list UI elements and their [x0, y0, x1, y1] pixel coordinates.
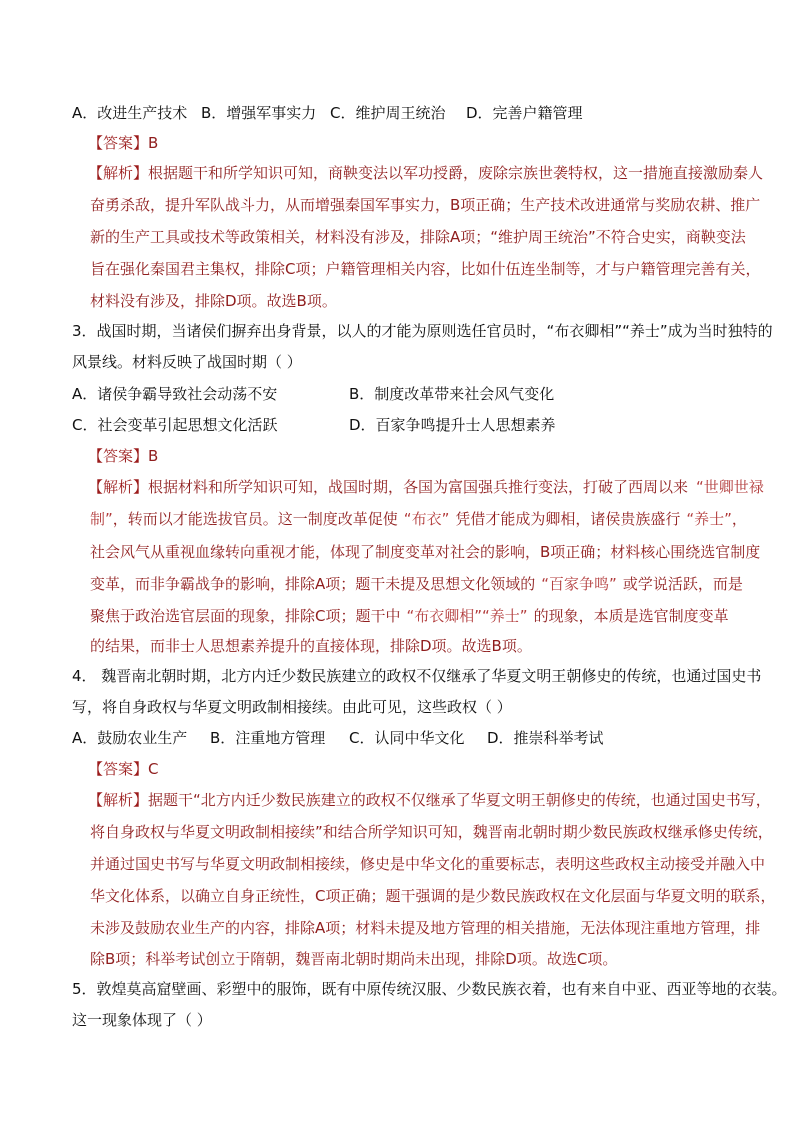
- q3-option-a: A．诸侯争霸导致社会动荡不安: [72, 385, 278, 403]
- q2-analysis-line-3: 新的生产工具或技术等政策相关，材料没有涉及，排除A项；“维护周王统治”不符合史实，商鞅变法: [90, 228, 746, 246]
- q2-option-a: A．改进生产技术: [72, 104, 188, 122]
- q3-analysis-line-3: 社会风气从重视血缘转向重视才能，体现了制度变革对社会的影响，B项正确；材料核心围绕选官制度: [90, 543, 761, 561]
- q3-analysis-line-5: 聚焦于政治选官层面的现象，排除C项；题干中 “布衣卿相”“养士” 的现象，本质是选官制度变革: [90, 607, 729, 625]
- q4-stem-line-2: 写，将自身政权与华夏文明政制相接续。由此可见，这些政权（ ）: [72, 698, 512, 716]
- q5-stem-line-1: 5．敦煌莫高窟壁画、彩塑中的服饰，既有中原传统汉服、少数民族衣着，也有来自中亚、西亚等地的衣装。: [72, 980, 787, 998]
- answer-label: 【答案】: [88, 447, 149, 465]
- analysis-label: 【解析】: [88, 478, 149, 496]
- q4-stem-line-1: 4． 魏晋南北朝时期，北方内迁少数民族建立的政权不仅继承了华夏文明王朝修史的传统，也通过国史书: [72, 667, 762, 685]
- q3-analysis-line-6: 的结果，而非士人思想素养提升的直接体现，排除D项。故选B项。: [90, 637, 532, 655]
- q2-analysis-line-2: 奋勇杀敌，提升军队战斗力，从而增强秦国军事实力，B项正确；生产技术改进通常与奖励农耕、推广: [90, 196, 761, 214]
- answer-label: 【答案】: [88, 760, 149, 778]
- answer-value: C: [148, 760, 159, 778]
- q2-analysis-line-5: 材料没有涉及，排除D项。故选B项。: [90, 292, 337, 310]
- q3-option-d: D．百家争鸣提升士人思想素养: [349, 416, 556, 434]
- q3-analysis-line-1: 【解析】根据材料和所学知识可知，战国时期，各国为富国强兵推行变法，打破了西周以来 “世卿世禄: [88, 478, 764, 496]
- q3-stem-line-2: 风景线。材料反映了战国时期（ ）: [72, 353, 302, 371]
- q3-option-b: B．制度改革带来社会风气变化: [349, 385, 555, 403]
- q5-stem-line-2: 这一现象体现了（ ）: [72, 1011, 212, 1029]
- q4-analysis-line-3: 并通过国史书写与华夏文明政制相接续，修史是中华文化的重要标志，表明这些政权主动接受并融入中: [90, 855, 766, 873]
- q3-stem-line-1: 3．战国时期，当诸侯们摒弃出身背景，以人的才能为原则选任官员时，“布衣卿相”“养士”成为当时独特的: [72, 322, 773, 340]
- answer-label: 【答案】: [88, 134, 149, 152]
- analysis-label: 【解析】: [88, 791, 149, 809]
- q4-option-b: B．注重地方管理: [210, 729, 326, 747]
- q3-option-c: C．社会变革引起思想文化活跃: [72, 416, 278, 434]
- q4-option-c: C．认同中华文化: [349, 729, 465, 747]
- q4-analysis-line-2: 将自身政权与华夏文明政制相接续”和结合所学知识可知，魏晋南北朝时期少数民族政权继承修史传统，: [90, 823, 773, 841]
- q4-analysis-line-1: 【解析】据题干“北方内迁少数民族建立的政权不仅继承了华夏文明王朝修史的传统，也通过国史书写，: [88, 791, 771, 809]
- q3-answer: [88, 447, 158, 465]
- q2-option-b: B．增强军事实力: [201, 104, 317, 122]
- q2-analysis-line-1: 【解析】根据题干和所学知识可知，商鞅变法以军功授爵，废除宗族世袭特权，这一措施直接激励秦人: [88, 164, 764, 182]
- q2-analysis-line-4: 旨在强化秦国君主集权，排除C项；户籍管理相关内容，比如什伍连坐制等，才与户籍管理完善有关，: [90, 260, 761, 278]
- q4-option-a: A．鼓励农业生产: [72, 729, 188, 747]
- answer-value: B: [148, 447, 159, 465]
- q3-analysis-line-4: 变革，而非争霸战争的影响，排除A项；题干未提及思想文化领域的 “百家争鸣” 或学说活跃，而是: [90, 575, 743, 593]
- q4-analysis-line-5: 未涉及鼓励农业生产的内容，排除A项；材料未提及地方管理的相关措施，无法体现注重地方管理，排: [90, 919, 761, 937]
- q4-option-d: D．推崇科举考试: [487, 729, 604, 747]
- q4-answer: [88, 760, 159, 778]
- q2-option-d: D．完善户籍管理: [466, 104, 583, 122]
- q2-answer: [88, 134, 158, 152]
- q4-analysis-line-4: 华文化体系，以确立自身正统性，C项正确；题干强调的是少数民族政权在文化层面与华夏文明的联系，: [90, 887, 776, 905]
- q2-option-c: C．维护周王统治: [330, 104, 446, 122]
- analysis-label: 【解析】: [88, 164, 149, 182]
- q4-analysis-line-6: 除B项；科举考试创立于隋朝，魏晋南北朝时期尚未出现，排除D项。故选C项。: [90, 950, 618, 968]
- answer-value: B: [148, 134, 159, 152]
- q3-analysis-line-2: 制”，转而以才能选拔官员。这一制度改革促使 “布衣” 凭借才能成为卿相，诸侯贵族盛行 “养士”，: [90, 510, 747, 528]
